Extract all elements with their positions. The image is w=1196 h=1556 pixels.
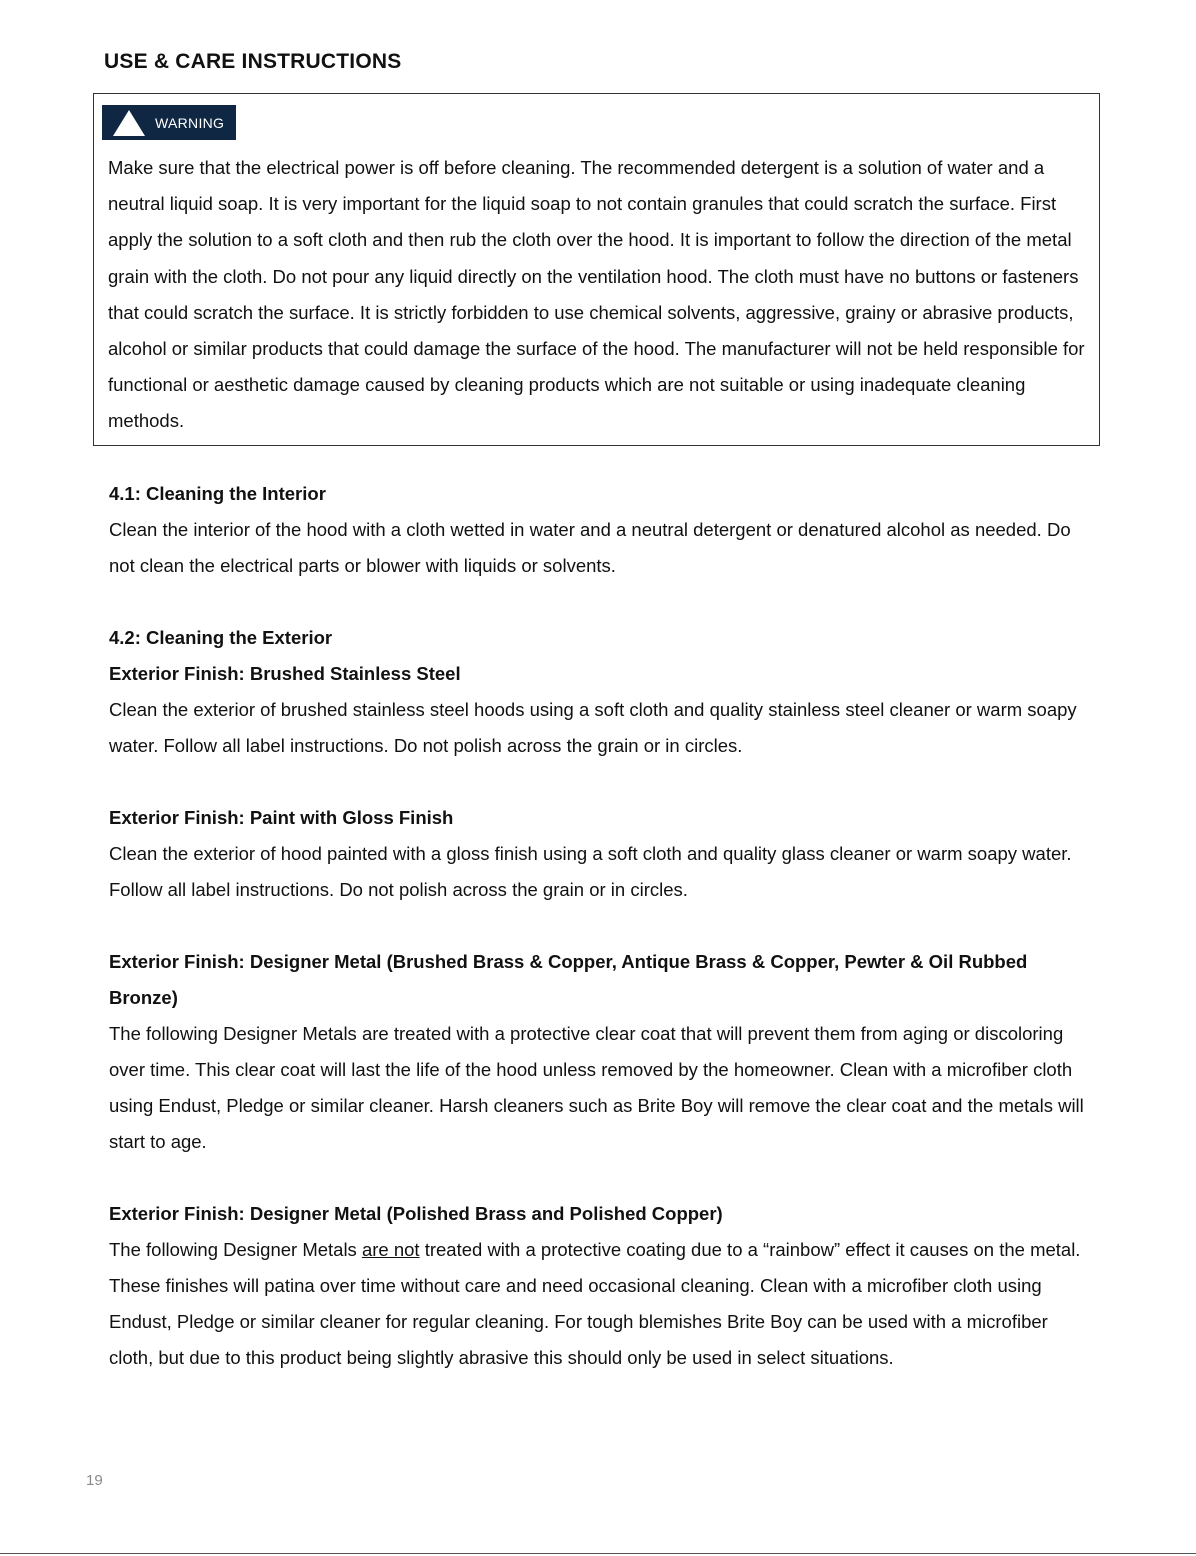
- footer-divider: [0, 1553, 1196, 1554]
- cleaning-instructions: [109, 476, 1094, 1376]
- warning-box: [93, 93, 1100, 446]
- warning-label: WARNING: [155, 114, 225, 131]
- spacer: [109, 908, 1094, 944]
- designer-coated-heading: Exterior Finish: Designer Metal (Brushed Brass & Copper, Antique Brass & Copper, Pewter & Oil Rubbed Bronze): [109, 951, 1028, 1008]
- spacer: [109, 584, 1094, 620]
- gloss-text: Clean the exterior of hood painted with a gloss finish using a soft cloth and quality glass cleaner or warm soapy water. Follow all label instructions. Do not polish across the grain or in circles.: [109, 843, 1072, 900]
- designer-polished-text-end: treated with a protective coating due to a “rainbow” effect it causes on the metal. These finishes will patina over time without care and need occasional cleaning. Clean with a microfiber cloth using Endust, Pledge or similar cleaner for regular cleaning. For tough blemishes Brite Boy can be used with a microfiber cloth, but due to this product being slightly abrasive this should only be used in select situations.: [109, 1239, 1081, 1368]
- designer-polished-heading: Exterior Finish: Designer Metal (Polished Brass and Polished Copper): [109, 1203, 723, 1224]
- gloss-heading: Exterior Finish: Paint with Gloss Finish: [109, 807, 454, 828]
- stainless-heading: Exterior Finish: Brushed Stainless Steel: [109, 663, 461, 684]
- page-title: USE & CARE INSTRUCTIONS: [104, 50, 402, 73]
- exterior-heading: 4.2: Cleaning the Exterior: [109, 627, 333, 648]
- spacer: [109, 764, 1094, 800]
- warning-triangle-icon: [113, 110, 145, 136]
- designer-polished-text-start: The following Designer Metals: [109, 1239, 362, 1260]
- spacer: [109, 1160, 1094, 1196]
- warning-badge: [102, 105, 236, 140]
- interior-text: Clean the interior of the hood with a cloth wetted in water and a neutral detergent or denatured alcohol as needed. Do not clean the electrical parts or blower with liquids or solvents.: [109, 519, 1071, 576]
- interior-heading: 4.1: Cleaning the Interior: [109, 483, 326, 504]
- warning-text: Make sure that the electrical power is off before cleaning. The recommended detergent is a solution of water and a neutral liquid soap. It is very important for the liquid soap to not contain granules that could scratch the surface. First apply the solution to a soft cloth and then rub the cloth over the hood. It is important to follow the direction of the metal grain with the cloth. Do not pour any liquid directly on the ventilation hood. The cloth must have no buttons or fasteners that could scratch the surface. It is strictly forbidden to use chemical solvents, aggressive, grainy or abrasive products, alcohol or similar products that could damage the surface of the hood. The manufacturer will not be held responsible for functional or aesthetic damage caused by cleaning products which are not suitable or using inadequate cleaning methods.: [108, 157, 1085, 432]
- emphasis-are-not: are not: [361, 1239, 420, 1260]
- designer-coated-text: The following Designer Metals are treated with a protective clear coat that will prevent them from aging or discoloring over time. This clear coat will last the life of the hood unless removed by the homeowner. Clean with a microfiber cloth using Endust, Pledge or similar cleaner. Harsh cleaners such as Brite Boy will remove the clear coat and the metals will start to age.: [109, 1023, 1084, 1152]
- page-number: 19: [86, 1472, 103, 1489]
- designer-polished-text: [109, 1232, 1094, 1376]
- stainless-text: Clean the exterior of brushed stainless steel hoods using a soft cloth and quality stainless steel cleaner or warm soapy water. Follow all label instructions. Do not polish across the grain or in circles.: [109, 699, 1077, 756]
